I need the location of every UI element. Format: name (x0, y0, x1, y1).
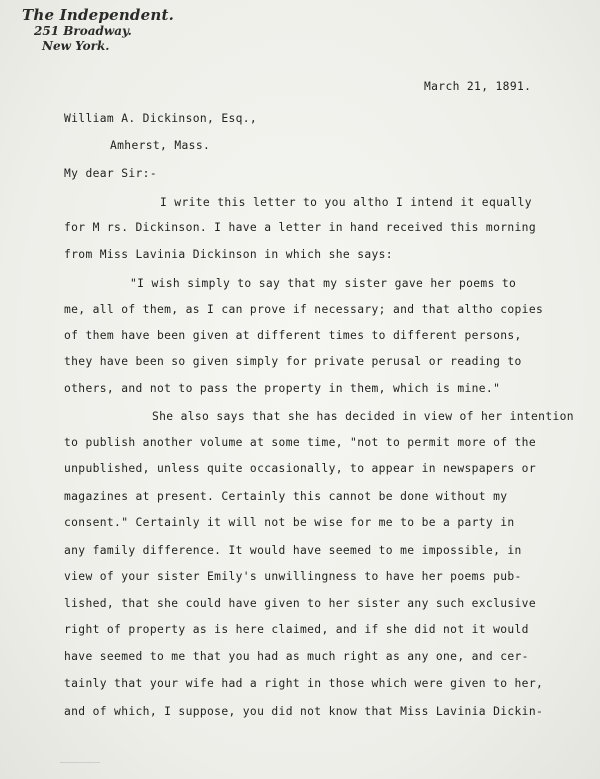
letter-date: March 21, 1891. (424, 80, 532, 93)
recipient-name: William A. Dickinson, Esq., (64, 112, 258, 125)
body-line: for M rs. Dickinson. I have a letter in hand received this morning (64, 221, 536, 234)
letterhead-title: The Independent. (22, 6, 175, 24)
letterhead (22, 6, 174, 54)
body-line: view of your sister Emily's unwillingness to have her poems pub- (64, 570, 522, 583)
body-line: from Miss Lavinia Dickinson in which she says: (64, 248, 393, 261)
quote-line: of them have been given at different times to different persons, (64, 329, 522, 342)
body-line: tainly that your wife had a right in those which were given to her, (64, 677, 544, 690)
body-line: to publish another volume at some time, "not to permit more of the (64, 436, 536, 449)
letterhead-address-line1: 251 Broadway. (34, 24, 132, 38)
body-line: consent." Certainly it will not be wise for me to be a party in (64, 516, 515, 529)
body-line: magazines at present. Certainly this cannot be done without my (64, 490, 508, 503)
letterhead-address-line2: New York. (42, 39, 110, 53)
body-line: She also says that she has decided in view of her intention (152, 410, 574, 423)
body-line: lished, that she could have given to her sister any such exclusive (64, 597, 536, 610)
paper-mark (60, 752, 100, 763)
quote-line: others, and not to pass the property in them, which is mine." (64, 382, 501, 395)
body-line: I write this letter to you altho I intend it equally (160, 196, 532, 209)
recipient-location: Amherst, Mass. (110, 139, 211, 152)
quote-line: "I wish simply to say that my sister gave her poems to (130, 277, 517, 290)
body-line: any family difference. It would have seemed to me impossible, in (64, 544, 522, 557)
quote-line: they have been so given simply for private perusal or reading to (64, 355, 522, 368)
body-line: unpublished, unless quite occasionally, to appear in newspapers or (64, 462, 536, 475)
quote-line: me, all of them, as I can prove if necessary; and that altho copies (64, 303, 544, 316)
salutation: My dear Sir:- (64, 167, 157, 180)
body-line: have seemed to me that you had as much right as any one, and cer- (64, 650, 529, 663)
body-line: and of which, I suppose, you did not know that Miss Lavinia Dickin- (64, 705, 544, 718)
body-line: right of property as is here claimed, and if she did not it would (64, 623, 529, 636)
